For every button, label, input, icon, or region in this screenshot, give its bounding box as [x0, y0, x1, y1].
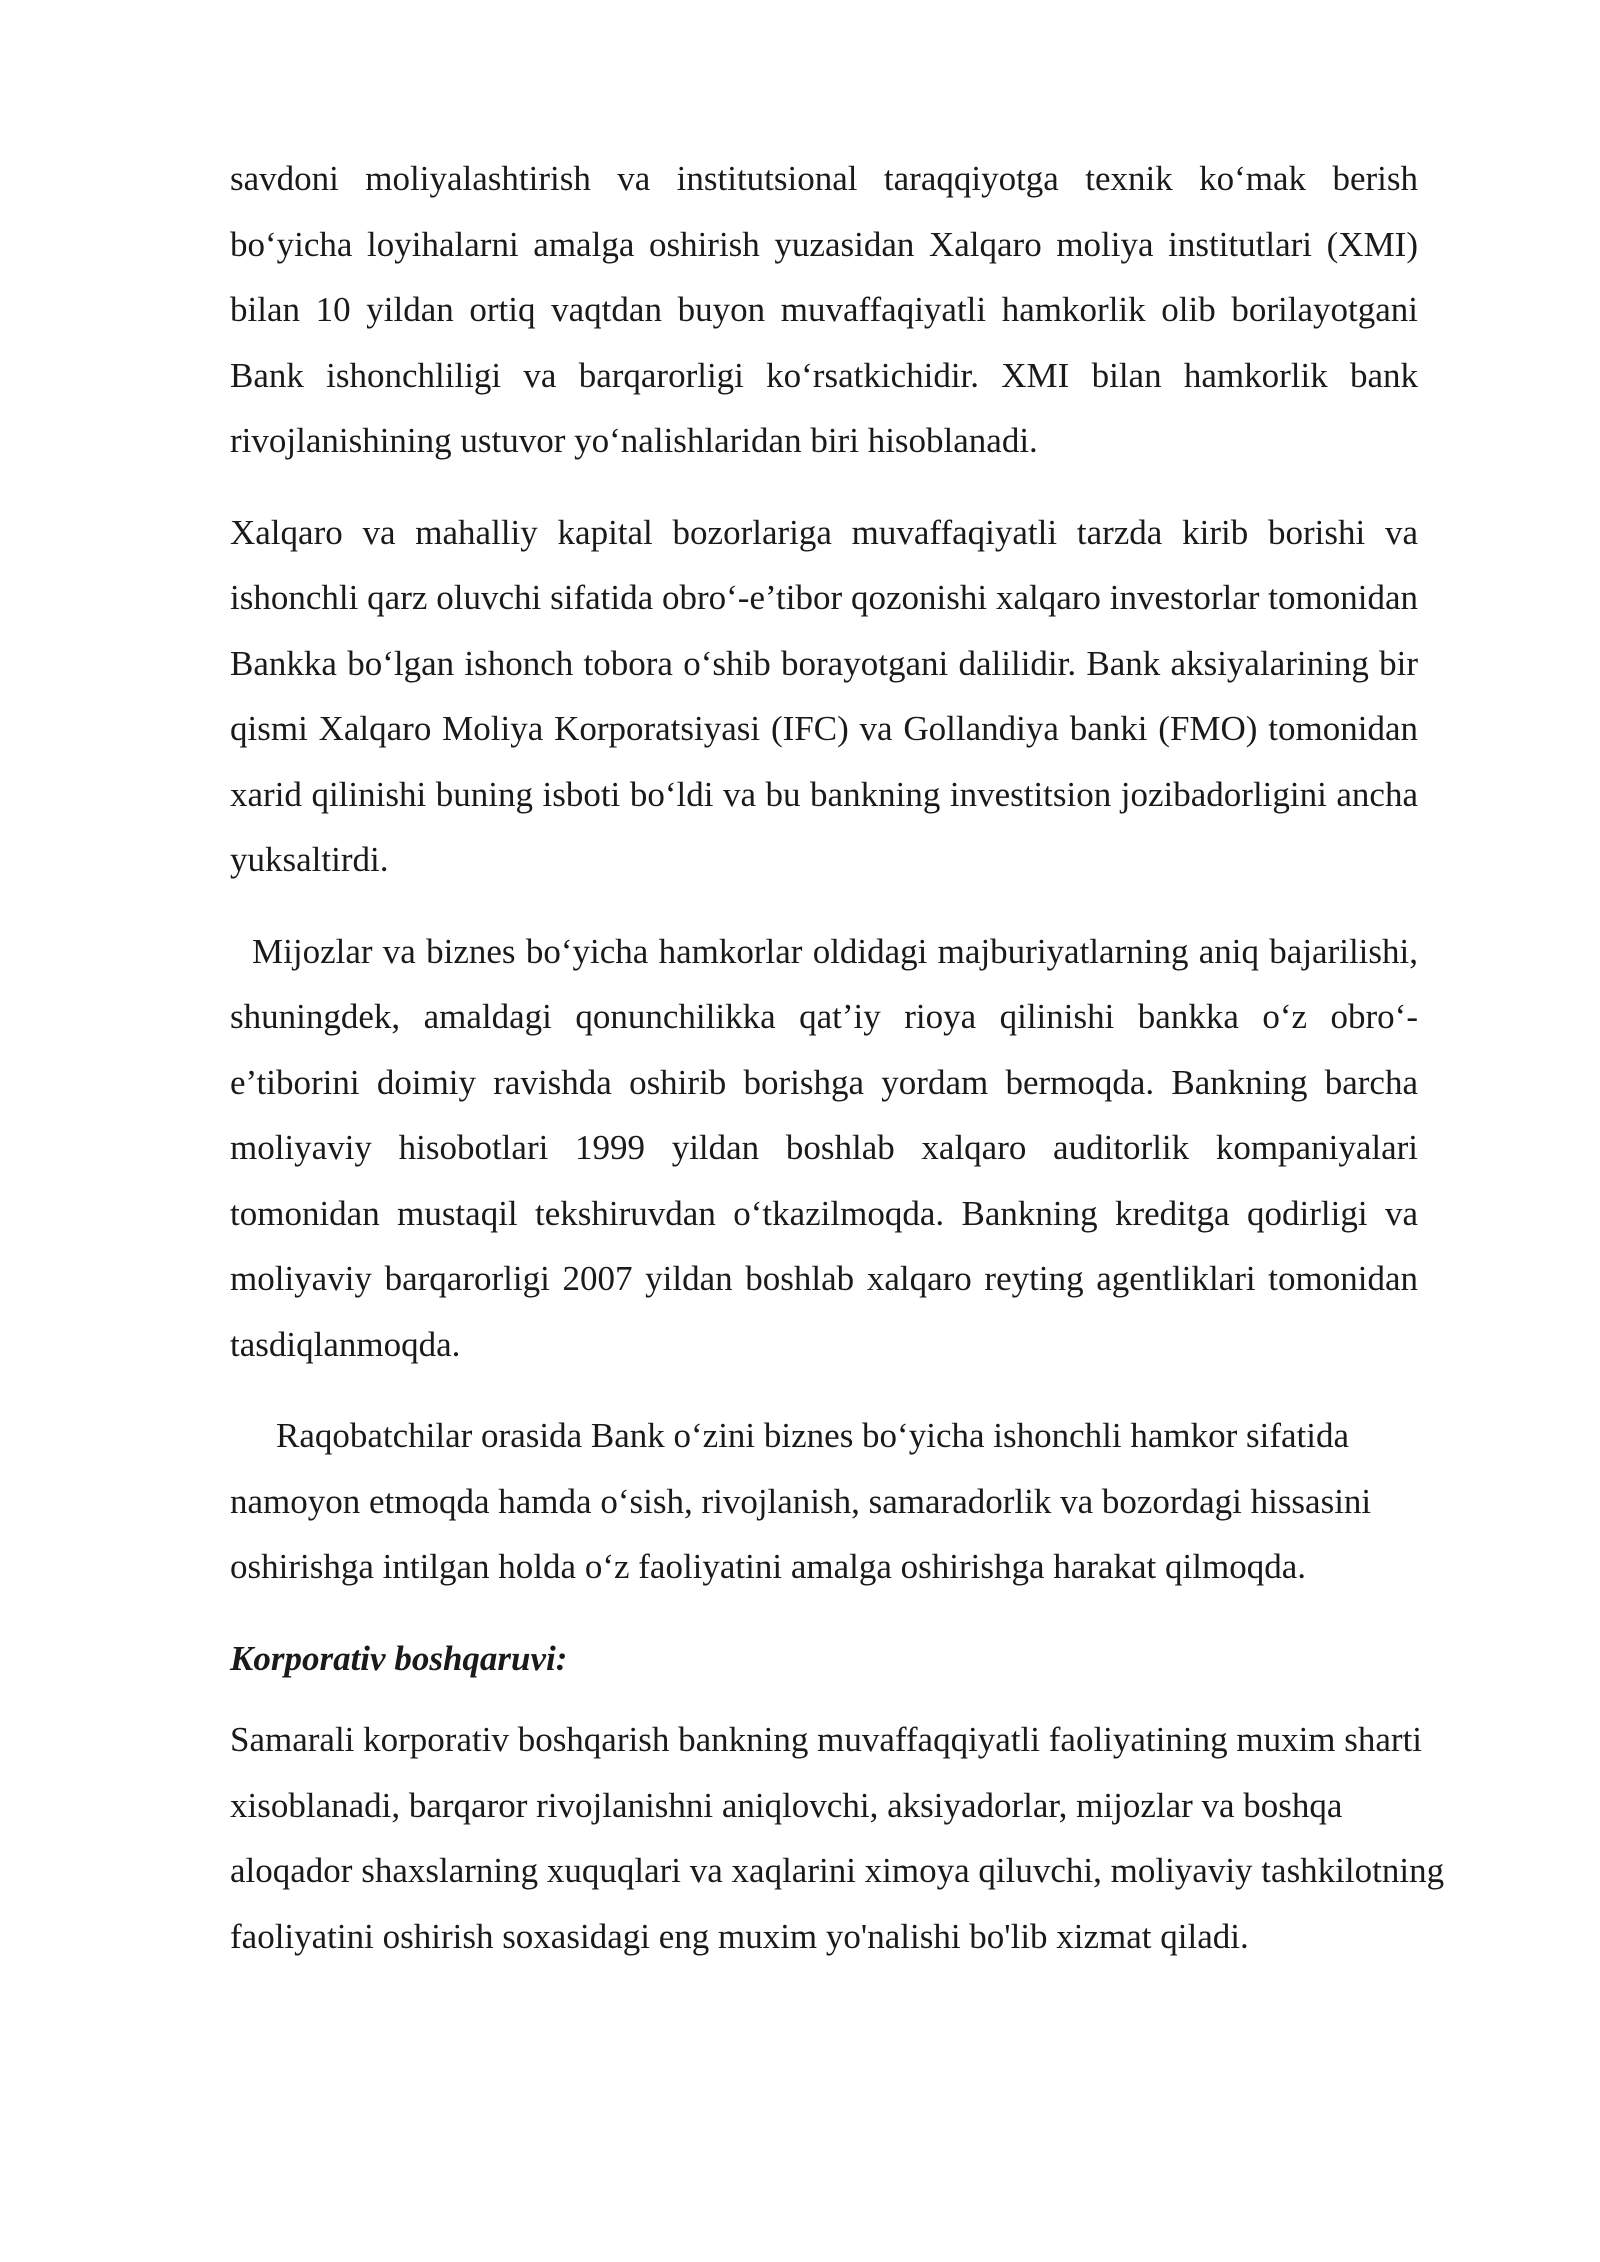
document-page [230, 146, 1445, 1969]
paragraph-corporate-governance: Samarali korporativ boshqarish bankning muvaffaqqiyatli faoliyatining muxim sharti xisoblanadi, barqaror rivojlanishni aniqlovchi, aksiyadorlar, mijozlar va boshqa aloqador shaxslarning xuquqlari va xaqlarini ximoya qiluvchi, moliyaviy tashkilotning faoliyatini oshirish soxasidagi eng muxim yo'nalishi bo'lib xizmat qiladi. [230, 1720, 1445, 1956]
paragraph-competitors: Raqobatchilar orasida Bank o‘zini biznes bo‘yicha ishonchli hamkor sifatida namoyon etmoqda hamda o‘sish, rivojlanish, samaradorlik va bozordagi hissasini oshirishga intilgan holda o‘z faoliyatini amalga oshirishga harakat qilmoqda. [230, 1416, 1372, 1586]
section-heading-corporate-governance: Korporativ boshqaruvi: [230, 1638, 568, 1678]
paragraph-xmi-cooperation: savdoni moliyalashtirish va institutsional taraqqiyotga texnik ko‘mak berish bo‘yicha loyihalarni amalga oshirish yuzasidan Xalqaro moliya institutlari (XMI) bilan 10 yildan ortiq vaqtdan buyon muvaffaqiyatli hamkorlik olib borilayotgani Bank ishonchliligi va barqarorligi ko‘rsatkichidir. XMI bilan hamkorlik bank rivojlanishining ustuvor yo‘nalishlaridan biri hisoblanadi. [230, 159, 1418, 460]
paragraph-capital-markets: Xalqaro va mahalliy kapital bozorlariga muvaffaqiyatli tarzda kirib borishi va ishonchli qarz oluvchi sifatida obro‘-e’tibor qozonishi xalqaro investorlar tomonidan Bankka bo‘lgan ishonch tobora o‘shib borayotgani dalilidir. Bank aksiyalarining bir qismi Xalqaro Moliya Korporatsiyasi (IFC) va Gollandiya banki (FMO) tomonidan xarid qilinishi buning isboti bo‘ldi va bu bankning investitsion jozibadorligini ancha yuksaltirdi. [230, 512, 1418, 879]
paragraph-obligations: Mijozlar va biznes bo‘yicha hamkorlar oldidagi majburiyatlarning aniq bajarilishi, shuningdek, amaldagi qonunchilikka qat’iy rioya qilinishi bankka o‘z obro‘-e’tiborini doimiy ravishda oshirib borishga yordam bermoqda. Bankning barcha moliyaviy hisobotlari 1999 yildan boshlab xalqaro auditorlik kompaniyalari tomonidan mustaqil tekshiruvdan o‘tkazilmoqda. Bankning kreditga qodirligi va moliyaviy barqarorligi 2007 yildan boshlab xalqaro reyting agentliklari tomonidan tasdiqlanmoqda. [230, 931, 1418, 1364]
